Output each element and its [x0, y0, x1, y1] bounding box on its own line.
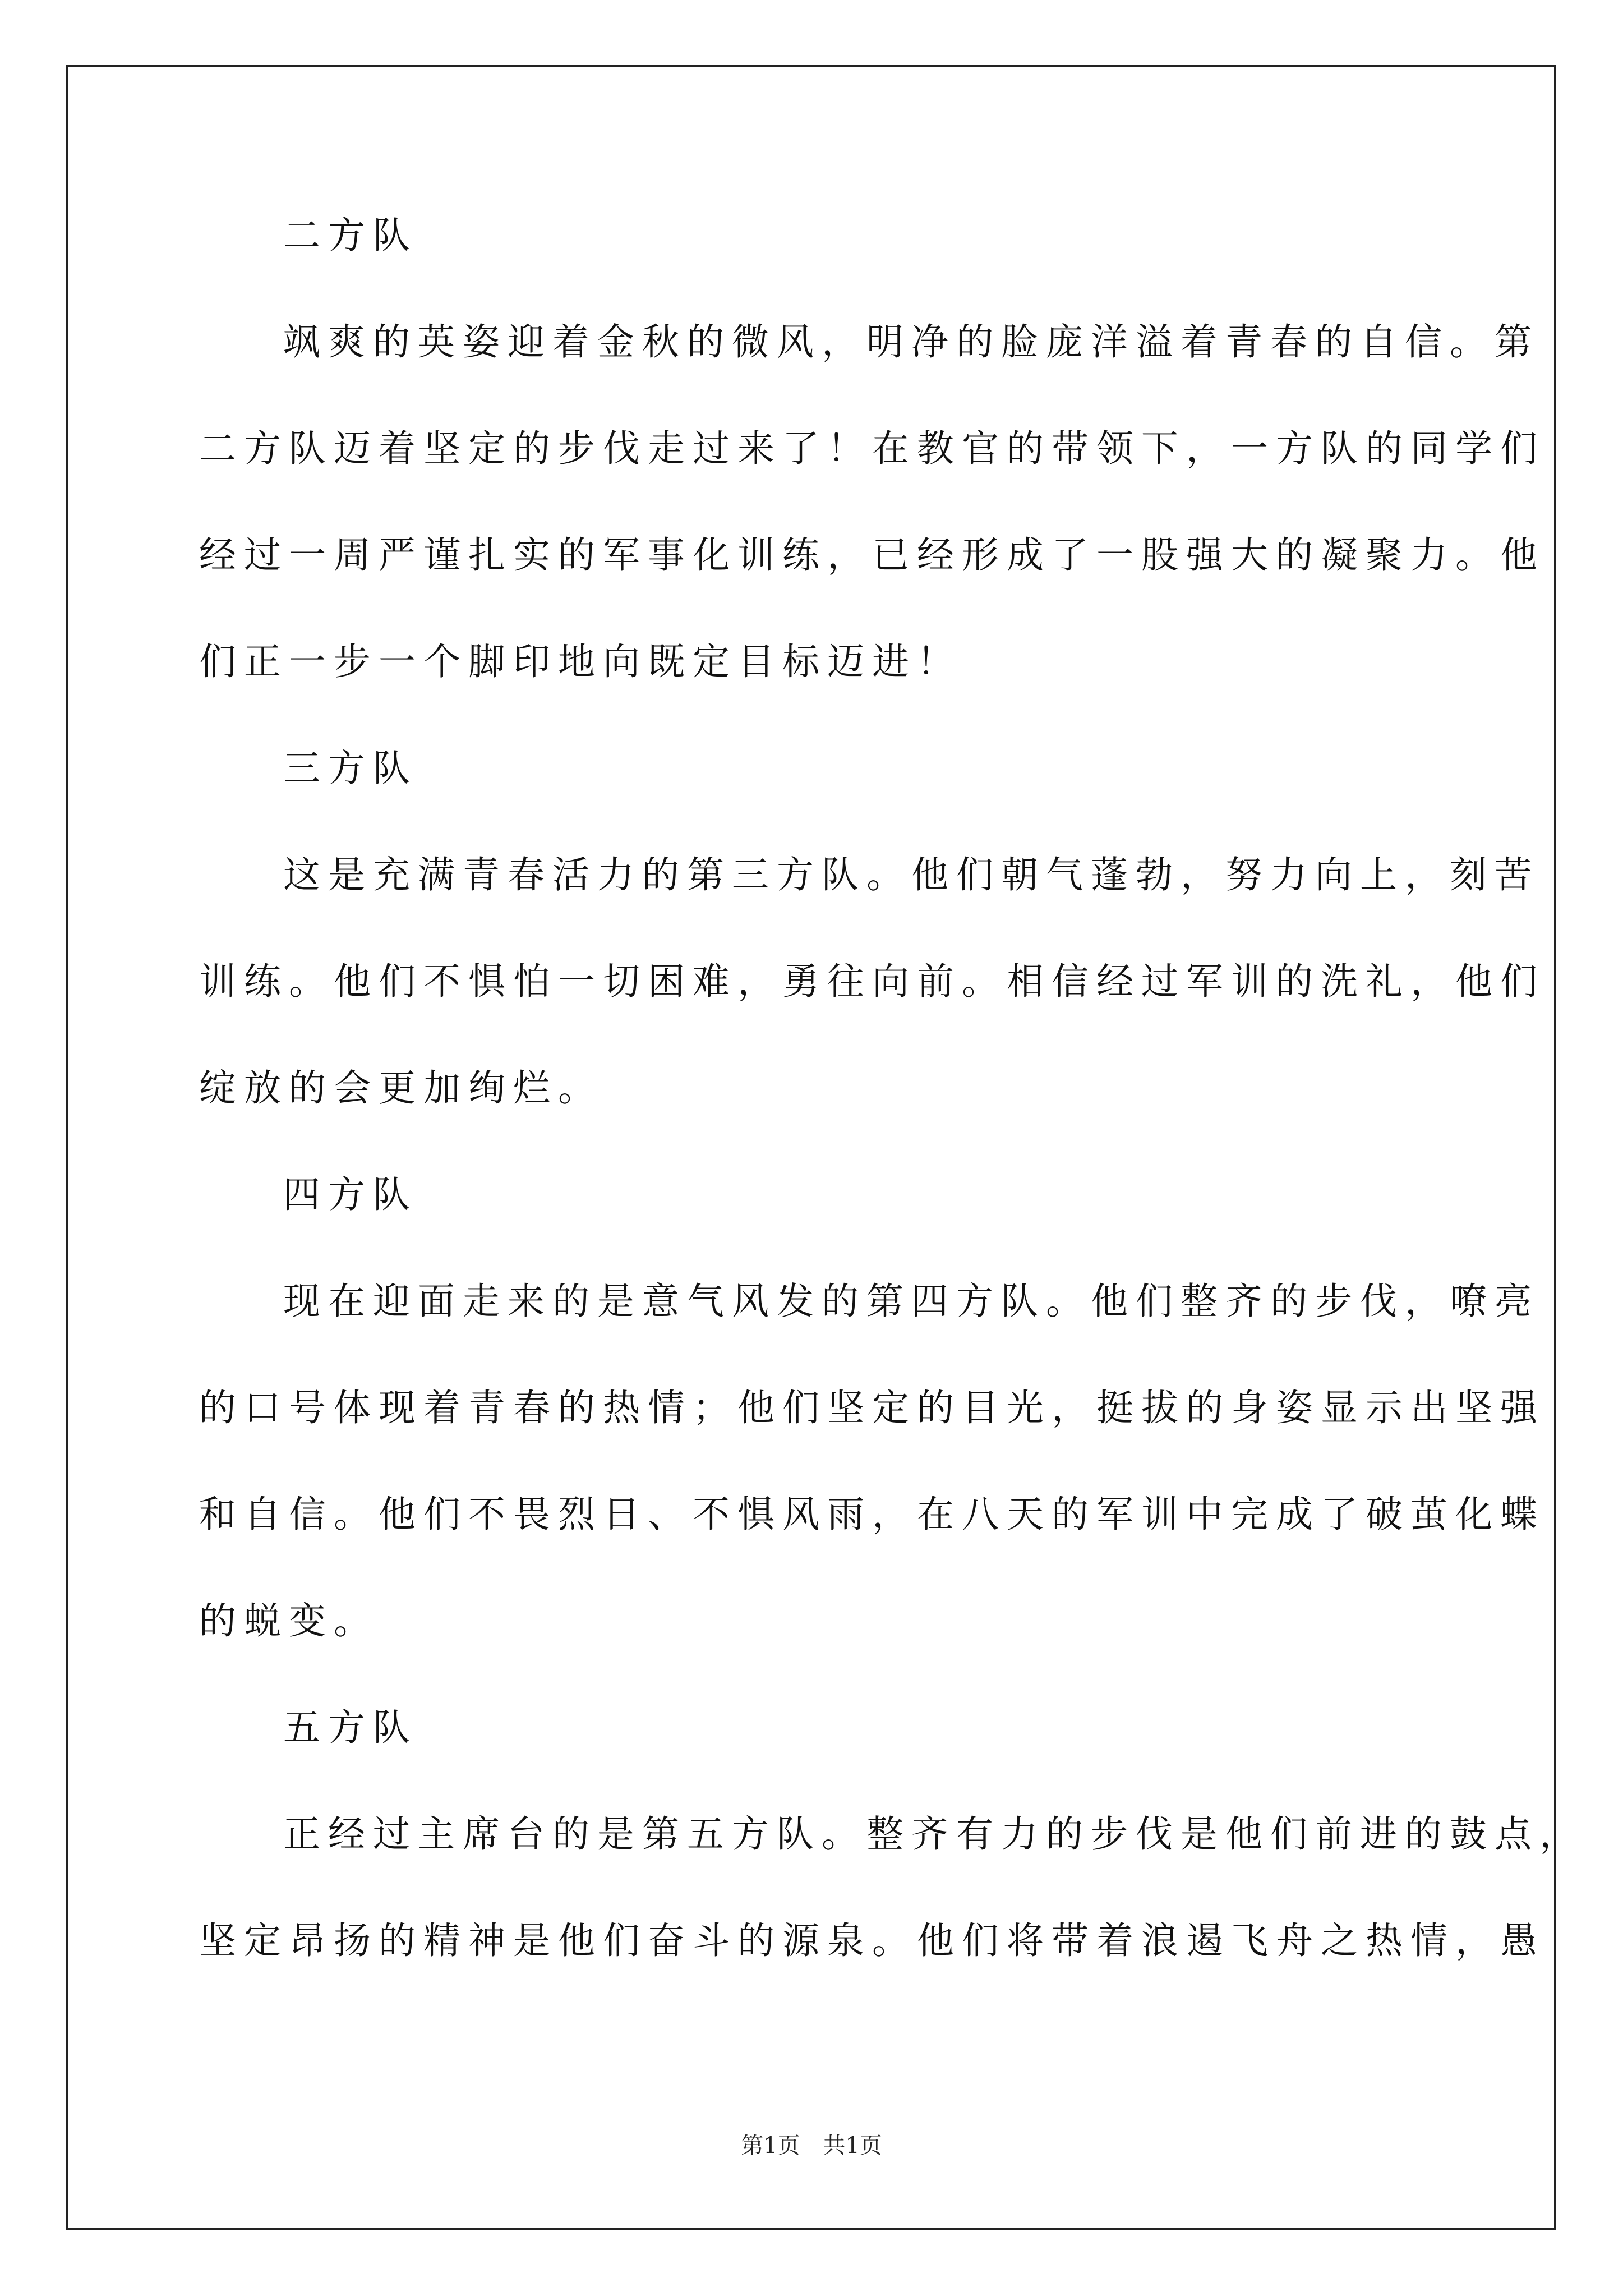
paragraph-line: 飒爽的英姿迎着金秋的微风，明净的脸庞洋溢着青春的自信。第	[283, 320, 1539, 364]
section-heading: 三方队	[283, 747, 418, 790]
paragraph-line: 们正一步一个脚印地向既定目标迈进！	[199, 640, 962, 683]
section-heading: 四方队	[283, 1173, 418, 1216]
paragraph-line: 正经过主席台的是第五方队。整齐有力的步伐是他们前进的鼓点，	[283, 1812, 1584, 1856]
paragraph-line: 和自信。他们不畏烈日、不惧风雨，在八天的军训中完成了破茧化蝶	[199, 1493, 1545, 1536]
paragraph-line: 现在迎面走来的是意气风发的第四方队。他们整齐的步伐，嘹亮	[283, 1280, 1539, 1323]
paragraph-line: 经过一周严谨扎实的军事化训练，已经形成了一股强大的凝聚力。他	[199, 533, 1545, 577]
paragraph-line: 二方队迈着坚定的步伐走过来了！在教官的带领下，一方队的同学们	[199, 427, 1545, 470]
paragraph-line: 这是充满青春活力的第三方队。他们朝气蓬勃，努力向上，刻苦	[283, 853, 1539, 896]
paragraph-line: 坚定昂扬的精神是他们奋斗的源泉。他们将带着浪遏飞舟之热情，愚	[199, 1919, 1545, 1962]
page-border	[66, 65, 1556, 2230]
page-total: 共1页	[823, 2133, 882, 2159]
paragraph-line: 训练。他们不惧怕一切困难，勇往向前。相信经过军训的洗礼，他们	[199, 960, 1545, 1003]
section-heading: 二方队	[283, 214, 418, 257]
page-footer	[0, 2132, 1623, 2160]
paragraph-line: 绽放的会更加绚烂。	[199, 1066, 603, 1110]
section-heading: 五方队	[283, 1706, 418, 1749]
paragraph-line: 的口号体现着青春的热情；他们坚定的目光，挺拔的身姿显示出坚强	[199, 1386, 1545, 1429]
page-number: 第1页	[741, 2133, 800, 2159]
paragraph-line: 的蜕变。	[199, 1599, 379, 1642]
